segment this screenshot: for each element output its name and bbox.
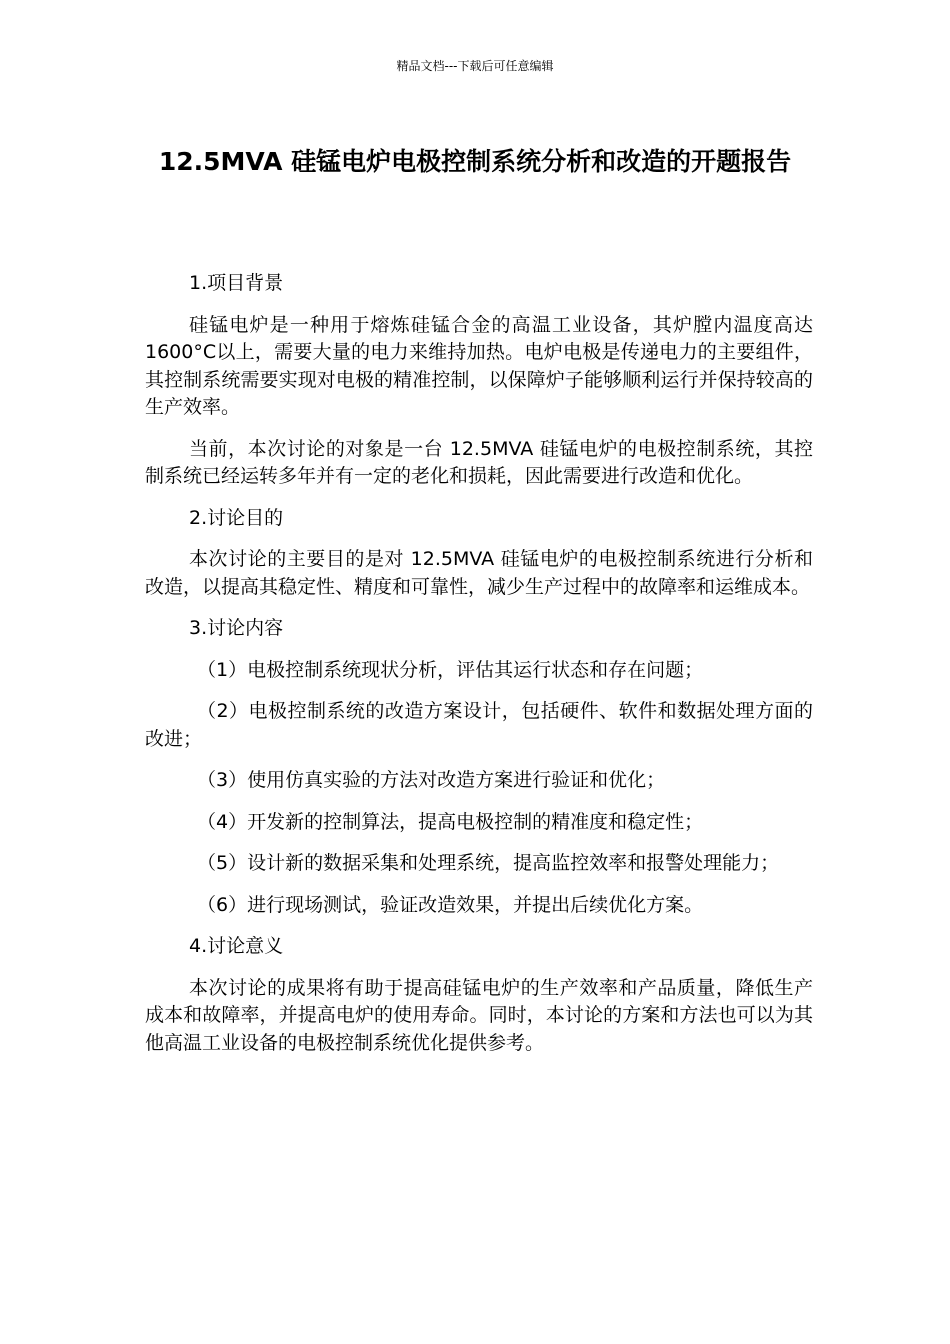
list-item-content-2: （2）电极控制系统的改造方案设计，包括硬件、软件和数据处理方面的改进；: [145, 700, 813, 750]
section-heading-significance: 4.讨论意义: [189, 935, 284, 957]
header-note: 精品文档---下载后可任意编辑: [396, 59, 554, 73]
paragraph-significance-1: 本次讨论的成果将有助于提高硅锰电炉的生产效率和产品质量，降低生产成本和故障率，并提高电炉的使用寿命。同时，本讨论的方案和方法也可以为其他高温工业设备的电极控制系统优化提供参考。: [145, 976, 813, 1054]
section-heading-purpose: 2.讨论目的: [189, 506, 284, 529]
section-heading-background: 1.项目背景: [189, 272, 284, 294]
paragraph-background-1: 硅锰电炉是一种用于熔炼硅锰合金的高温工业设备，其炉膛内温度高达 1600°C以上，需要大量的电力来维持加热。电炉电极是传递电力的主要组件，其控制系统需要实现对电极的精准控制，以保障炉子能够顺利运行并保持较高的生产效率。: [145, 313, 813, 418]
paragraph-background-2: 当前，本次讨论的对象是一台 12.5MVA 硅锰电炉的电极控制系统，其控制系统已经运转多年并有一定的老化和损耗，因此需要进行改造和优化。: [145, 437, 813, 487]
list-item-content-4: （4）开发新的控制算法，提高电极控制的精准度和稳定性；: [197, 810, 704, 833]
document-body: [145, 270, 813, 1071]
section-heading-content: 3.讨论内容: [189, 617, 284, 639]
list-item-content-3: （3）使用仿真实验的方法对改造方案进行验证和优化；: [197, 769, 666, 791]
paragraph-purpose-1: 本次讨论的主要目的是对 12.5MVA 硅锰电炉的电极控制系统进行分析和改造，以提高其稳定性、精度和可靠性，减少生产过程中的故障率和运维成本。: [145, 548, 813, 598]
list-item-content-1: （1）电极控制系统现状分析，评估其运行状态和存在问题；: [197, 658, 704, 681]
list-item-content-6: （6）进行现场测试，验证改造效果，并提出后续优化方案。: [197, 893, 704, 916]
list-item-content-5: （5）设计新的数据采集和处理系统，提高监控效率和报警处理能力；: [197, 852, 780, 874]
document-title: 12.5MVA 硅锰电炉电极控制系统分析和改造的开题报告: [158, 147, 792, 176]
